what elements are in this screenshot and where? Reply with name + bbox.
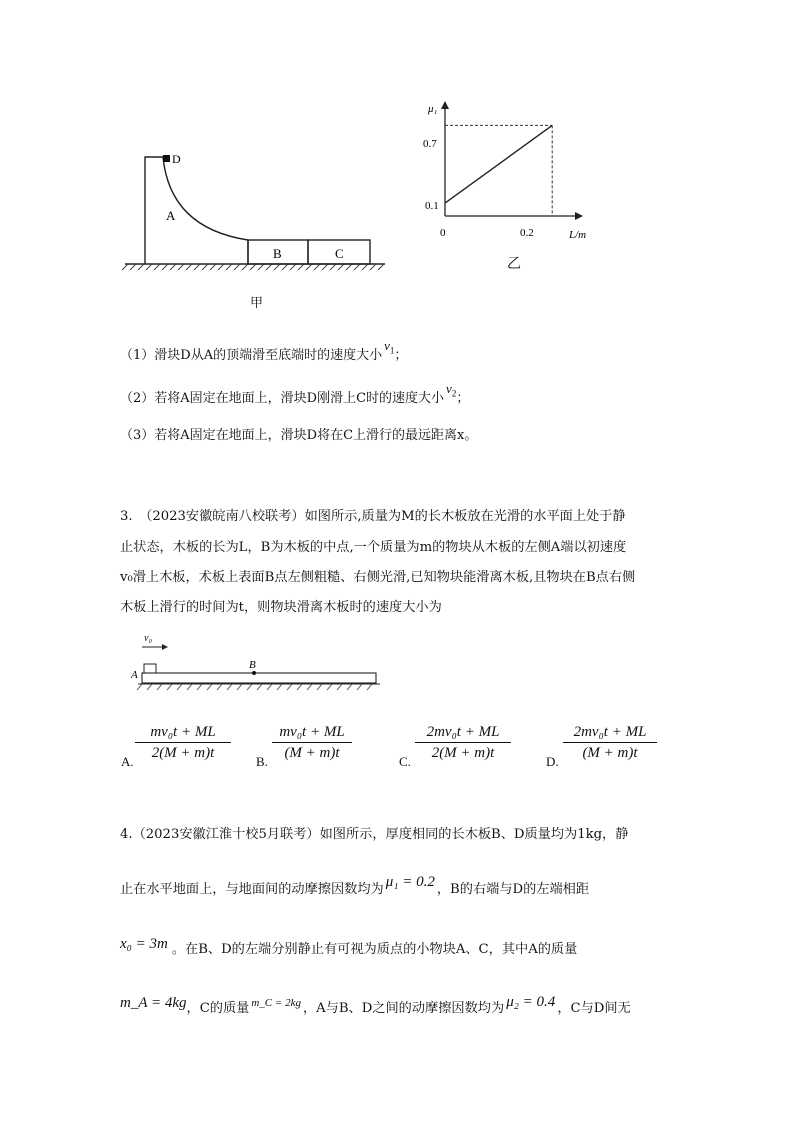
small-block: [144, 664, 156, 673]
option-b-denominator: (M + m)t: [284, 745, 340, 761]
option-b-fraction[interactable]: [272, 723, 352, 762]
q2-item-3: （3）若将A固定在地面上，滑块D将在C上滑行的最远距离x。: [120, 428, 478, 443]
option-a-denominator: 2(M + m)t: [151, 745, 215, 761]
slider-d: [163, 155, 170, 162]
label-d: D: [172, 152, 181, 166]
label-c: C: [335, 246, 344, 261]
ma-formula: m_A = 4kg: [120, 995, 187, 1011]
y-axis-label: μ₁: [428, 103, 438, 115]
ytick-high: 0.7: [423, 138, 437, 150]
q4-line-2: 止在水平地面上，与地面间的动摩擦因数均为 μ₁ = 0.2 ，B的右端与D的左端相距: [120, 874, 590, 897]
q4-line-4: m_A = 4kg，C的质量 $^{m\_C = 2kg}$ ，A与B、D之间的动摩擦因数均为 μ₂ = 0.4 ，C与D间无: [120, 994, 631, 1016]
q3-line-3: v₀滑上木板，术板上表面B点左侧粗糙、右侧光滑,已知物块能滑离木板,且物块在B点右侧: [120, 570, 636, 585]
q4-line-3: x₀ = 3m 。在B、D的左端分别静止有可视为质点的小物块A、C，其中A的质量: [120, 936, 578, 957]
option-a-numerator: mv₀t + ML: [150, 724, 216, 740]
label-a: A: [166, 208, 176, 223]
y-axis-arrow: [441, 101, 449, 109]
floor-hatching: [137, 684, 372, 690]
option-c-bar: [415, 742, 511, 743]
q3-figure: [128, 628, 388, 694]
label-b-mid: B: [249, 659, 256, 671]
q2-item-2: （2）若将A固定在地面上，滑块D刚滑上C时的速度大小$v_2$；: [120, 381, 470, 406]
ytick-low: 0.1: [425, 200, 439, 212]
series-line: [445, 125, 552, 203]
option-c-denominator: 2(M + m)t: [431, 745, 495, 761]
point-b: [252, 671, 256, 675]
option-b-bar: [272, 742, 352, 743]
option-d-bar: [563, 742, 657, 743]
figure-yi-chart: [420, 98, 600, 278]
mu1-formula: μ₁ = 0.2: [385, 874, 435, 890]
long-board: [142, 673, 376, 683]
q3-line-1: 3. （2023安徽皖南八校联考）如图所示,质量为M的长木板放在光滑的水平面上处于静: [120, 509, 626, 524]
curved-slope-a: [145, 157, 248, 264]
option-c-fraction[interactable]: [415, 723, 511, 762]
q4-line-1: 4.（2023安徽江淮十校5月联考）如图所示，厚度相同的长木板B、D质量均为1kg，静: [120, 827, 629, 842]
ground-hatching: [122, 264, 384, 270]
q3-line-4: 木板上滑行的时间为t，则物块滑离木板时的速度大小为: [120, 600, 442, 615]
caption-yi: 乙: [507, 257, 521, 272]
option-b-numerator: mv₀t + ML: [279, 724, 345, 740]
x-axis-label: L/m: [569, 229, 587, 241]
option-a-fraction[interactable]: [135, 723, 231, 762]
xtick: 0.2: [520, 227, 534, 239]
label-a-end: A: [131, 669, 138, 681]
q3-line-2: 止状态，木板的长为L，B为木板的中点,一个质量为m的物块从木板的左侧A端以初速度: [120, 540, 627, 555]
x-axis-arrow: [575, 212, 583, 220]
label-v0: v₀: [144, 633, 152, 644]
option-b-label[interactable]: B.: [256, 754, 268, 769]
v0-arrowhead: [162, 644, 168, 650]
option-d-label[interactable]: D.: [546, 754, 559, 769]
caption-jia: 甲: [250, 295, 264, 310]
x0-formula: x₀ = 3m: [120, 936, 168, 952]
option-a-bar: [135, 742, 231, 743]
mc-formula: m_C = 2kg: [251, 997, 301, 1009]
option-d-numerator: 2mv₀t + ML: [573, 724, 647, 740]
label-b: B: [273, 246, 282, 261]
option-d-fraction[interactable]: [563, 723, 657, 762]
option-d-denominator: (M + m)t: [582, 745, 638, 761]
option-a-label[interactable]: A.: [121, 754, 134, 769]
figure-jia: [120, 148, 390, 308]
origin-label: 0: [440, 227, 446, 239]
option-c-numerator: 2mv₀t + ML: [426, 724, 500, 740]
mu2-formula: μ₂ = 0.4: [506, 994, 556, 1010]
option-c-label[interactable]: C.: [399, 754, 411, 769]
q2-item-1: （1）滑块D从A的顶端滑至底端时的速度大小$v_1$；: [120, 338, 408, 363]
